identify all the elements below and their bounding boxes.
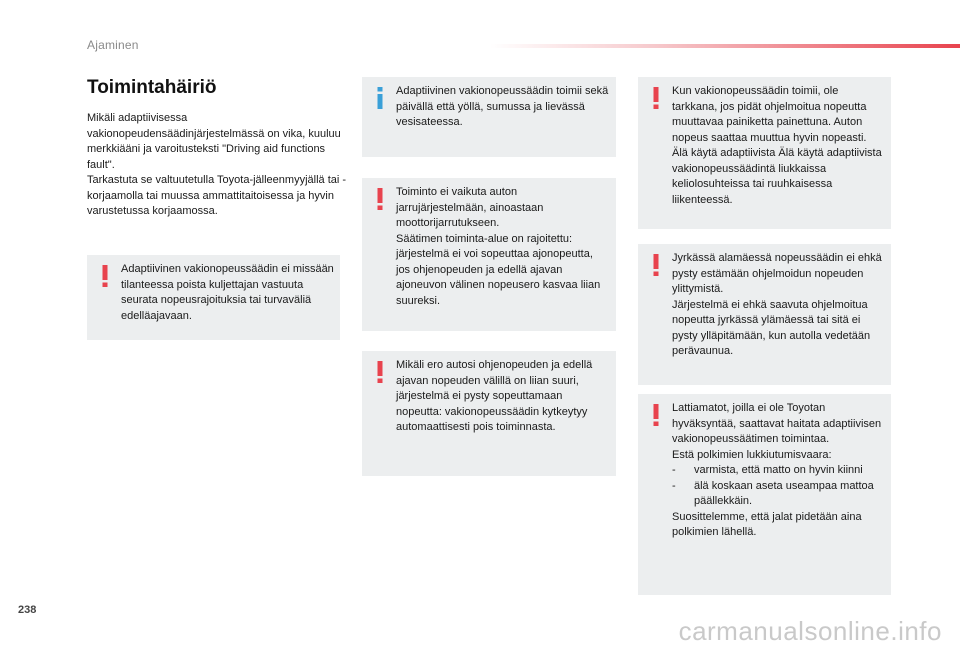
warning-icon <box>374 360 386 384</box>
warning-icon <box>650 253 662 277</box>
info-icon <box>374 86 386 110</box>
page-title: Toimintahäiriö <box>87 77 217 98</box>
warning-box <box>638 394 891 595</box>
page-number: 238 <box>18 604 37 616</box>
watermark: carmanualsonline.info <box>678 616 942 646</box>
section-label: Ajaminen <box>87 38 139 52</box>
list-dash: - <box>672 479 676 492</box>
warning-icon <box>650 86 662 110</box>
list-item <box>672 479 885 510</box>
warning-box <box>87 255 340 340</box>
warning-icon <box>99 264 111 288</box>
info-box <box>362 77 616 157</box>
header-accent-bar <box>490 44 960 48</box>
warning-text: Adaptiivinen vakionopeussäädin ei missään tilanteessa poista kuljettajan vastuuta seurata nopeusrajoituksia tai turvaväliä edelläajavaan. <box>121 263 334 322</box>
warning-text: Toiminto ei vaikuta auton jarrujärjestelmään, ainoastaan moottorijarrutukseen. <box>396 186 544 229</box>
warning-text: Kun vakionopeussäädin toimii, ole tarkkana, jos pidät ohjelmoitua nopeutta muuttavaa painiketta painettuna. Auton nopeus saattaa muuttua hyvin nopeasti. Älä käytä adaptiivista Älä käytä adaptiivista vakionopeussäädintä liukkaissa keliolosuhteissa tai ruuhkaisessa liikenteessä. <box>672 85 882 206</box>
list-item <box>672 463 885 479</box>
warning-icon <box>650 403 662 427</box>
list-dash: - <box>672 464 676 476</box>
list-item-text: varmista, että matto on hyvin kiinni <box>694 464 863 476</box>
warning-text: Suosittelemme, että jalat pidetään aina polkimien lähellä. <box>672 510 862 538</box>
list-item-text: älä koskaan aseta useampaa mattoa päällekkäin. <box>694 479 874 507</box>
warning-text: Mikäli ero autosi ohjenopeuden ja edellä ajavan nopeuden välillä on liian suuri, järjestelmä ei pysty sopeuttamaan nopeutta: vakionopeussäädin kytkeytyy automaattisesti pois toiminnasta. <box>396 359 593 433</box>
warning-box <box>362 351 616 476</box>
intro-text <box>87 111 347 220</box>
warning-box <box>638 244 891 385</box>
warning-text: Jyrkässä alamäessä nopeussäädin ei ehkä pysty estämään ohjelmoidun nopeuden ylittymistä. <box>672 252 882 295</box>
warning-text: Estä polkimien lukkiutumisvaara: <box>672 448 832 461</box>
intro-paragraph: Mikäli adaptiivisessa vakionopeudensäädinjärjestelmässä on vika, kuuluu merkkiääni ja varoitusteksti "Driving aid functions fault". <box>87 112 341 171</box>
warning-text: Järjestelmä ei ehkä saavuta ohjelmoitua nopeutta jyrkässä ylämäessä tai sitä ei pysty ylläpitämään, kun autolla vedetään perävaunua. <box>672 298 871 357</box>
warning-text: Säätimen toiminta-alue on rajoitettu: järjestelmä ei voi sopeuttaa ajonopeutta, jos ohjenopeuden ja edellä ajavan ajoneuvon välinen nopeusero kasvaa liian suureksi. <box>396 232 601 307</box>
warning-box <box>362 178 616 331</box>
warning-box <box>638 77 891 229</box>
info-text: Adaptiivinen vakionopeussäädin toimii sekä päivällä että yöllä, sumussa ja lievässä vesisateessa. <box>396 85 609 128</box>
intro-paragraph: Tarkastuta se valtuutetulla Toyota-jälleenmyyjällä tai -korjaamolla tai muussa ammattitaitoisessa ja hyvin varustetussa korjaamossa. <box>87 174 347 217</box>
warning-icon <box>374 187 386 211</box>
warning-text: Lattiamatot, joilla ei ole Toyotan hyväksyntää, saattavat haitata adaptiivisen vakionopeussäätimen toimintaa. <box>672 402 882 445</box>
